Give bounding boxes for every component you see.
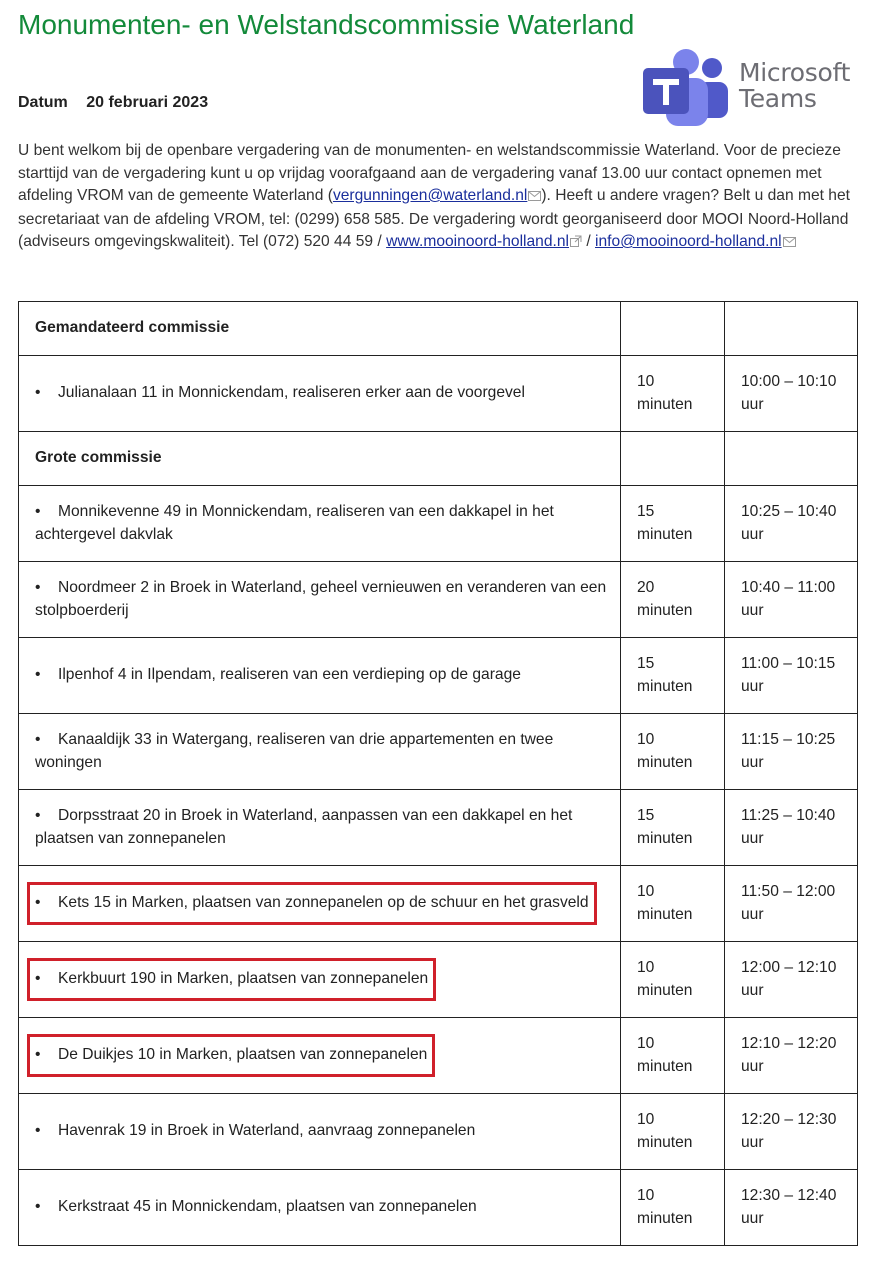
empty-cell (725, 302, 858, 356)
website-link[interactable]: www.mooinoord-holland.nl (386, 233, 569, 250)
meeting-date (18, 94, 208, 112)
time-cell: 10:40 – 11:00 uur (725, 562, 858, 638)
item-content (35, 731, 553, 771)
teams-wordmark (739, 60, 850, 112)
section-label: Gemandateerd commissie (19, 302, 621, 356)
date-label: Datum (18, 94, 68, 111)
agenda-item-row (19, 714, 858, 790)
time-cell: 12:20 – 12:30 uur (725, 1094, 858, 1170)
bullet-icon: • (35, 1046, 41, 1064)
mail-icon (528, 186, 541, 209)
item-text: Kerkstraat 45 in Monnickendam, plaatsen van zonnepanelen (58, 1198, 477, 1216)
agenda-table (18, 301, 858, 1246)
item-text: Julianalaan 11 in Monnickendam, realiseren erker aan de voorgevel (58, 384, 525, 402)
duration-cell: 10 minuten (621, 866, 725, 942)
agenda-item-description (19, 790, 621, 866)
duration-cell: 10 minuten (621, 1094, 725, 1170)
logo-line-microsoft: Microsoft (739, 58, 851, 87)
duration-cell: 15 minuten (621, 790, 725, 866)
item-content (35, 1198, 477, 1215)
logo-line-teams: Teams (739, 84, 817, 113)
duration-cell: 10 minuten (621, 1018, 725, 1094)
time-cell: 12:10 – 12:20 uur (725, 1018, 858, 1094)
agenda-item-description (19, 1170, 621, 1246)
item-text: De Duikjes 10 in Marken, plaatsen van zonnepanelen (58, 1046, 428, 1064)
agenda-item-description (19, 486, 621, 562)
item-content (35, 384, 525, 401)
email-link-vergunningen[interactable]: vergunningen@waterland.nl (332, 187, 528, 204)
date-value: 20 februari 2023 (86, 94, 209, 111)
empty-cell (621, 302, 725, 356)
bullet-icon: • (35, 894, 41, 912)
item-content (35, 579, 606, 619)
time-cell: 11:50 – 12:00 uur (725, 866, 858, 942)
agenda-item-description (19, 356, 621, 432)
duration-cell: 15 minuten (621, 486, 725, 562)
microsoft-teams-logo (640, 48, 855, 130)
agenda-item-description (19, 942, 621, 1018)
agenda-item-row (19, 1018, 858, 1094)
duration-cell: 10 minuten (621, 1170, 725, 1246)
agenda-item-row (19, 942, 858, 1018)
item-text: Ilpenhof 4 in Ilpendam, realiseren van een verdieping op de garage (58, 666, 521, 684)
time-cell: 11:25 – 10:40 uur (725, 790, 858, 866)
time-cell: 10:25 – 10:40 uur (725, 486, 858, 562)
time-cell: 11:00 – 10:15 uur (725, 638, 858, 714)
teams-icon (640, 48, 732, 130)
bullet-icon: • (35, 1122, 41, 1140)
agenda-body (19, 302, 858, 1246)
item-content (35, 1122, 475, 1139)
duration-cell: 10 minuten (621, 356, 725, 432)
item-content (35, 503, 554, 543)
agenda-item-row (19, 790, 858, 866)
page-title: Monumenten- en Welstandscommissie Waterland (18, 9, 635, 40)
agenda-item-row (19, 638, 858, 714)
item-text: Monnikevenne 49 in Monnickendam, realiseren van een dakkapel in het achtergevel dakvlak (35, 503, 554, 543)
item-text: Dorpsstraat 20 in Broek in Waterland, aanpassen van een dakkapel en het plaatsen van zonnepanelen (35, 807, 573, 847)
bullet-icon: • (35, 1198, 41, 1216)
section-header-row (19, 432, 858, 486)
agenda-item-description (19, 714, 621, 790)
intro-paragraph (18, 140, 863, 255)
item-text: Noordmeer 2 in Broek in Waterland, geheel vernieuwen en veranderen van een stolpboerderij (35, 579, 607, 619)
agenda-item-description (19, 638, 621, 714)
highlight-box (35, 892, 589, 915)
agenda-item-description (19, 562, 621, 638)
empty-cell (725, 432, 858, 486)
agenda-item-row (19, 562, 858, 638)
time-cell: 12:30 – 12:40 uur (725, 1170, 858, 1246)
agenda-item-row (19, 1094, 858, 1170)
time-cell: 11:15 – 10:25 uur (725, 714, 858, 790)
email-link-info[interactable]: info@mooinoord-holland.nl (595, 233, 782, 250)
empty-cell (621, 432, 725, 486)
item-text: Kanaaldijk 33 in Watergang, realiseren van drie appartementen en twee woningen (35, 731, 554, 771)
agenda-item-row (19, 1170, 858, 1246)
bullet-icon: • (35, 807, 41, 824)
time-cell: 10:00 – 10:10 uur (725, 356, 858, 432)
item-content (35, 666, 521, 683)
duration-cell: 15 minuten (621, 638, 725, 714)
item-content (35, 807, 572, 847)
bullet-icon: • (35, 666, 41, 684)
duration-cell: 20 minuten (621, 562, 725, 638)
agenda-item-row (19, 486, 858, 562)
agenda-item-description (19, 1018, 621, 1094)
agenda-item-description (19, 1094, 621, 1170)
agenda-item-description (19, 866, 621, 942)
bullet-icon: • (35, 970, 41, 988)
agenda-item-row (19, 356, 858, 432)
duration-cell: 10 minuten (621, 942, 725, 1018)
bullet-icon: • (35, 579, 41, 596)
mail-icon (783, 232, 796, 255)
bullet-icon: • (35, 731, 41, 748)
highlight-box (35, 1044, 427, 1067)
duration-cell: 10 minuten (621, 714, 725, 790)
section-label: Grote commissie (19, 432, 621, 486)
agenda-item-row (19, 866, 858, 942)
section-header-row (19, 302, 858, 356)
bullet-icon: • (35, 384, 41, 402)
external-link-icon (570, 232, 582, 255)
intro-text-1: U bent welkom bij de openbare vergadering van de monumenten- en welstandscommissie Waterland. Voor de precieze starttijd van de vergadering kunt u op vrijdag voorafgaand aan de vergadering vanaf 13.00 uur contact opnemen met afdeling VROM van de gemeente Waterland ( (18, 142, 841, 204)
highlight-box (35, 968, 428, 991)
intro-separator: / (582, 233, 595, 250)
bullet-icon: • (35, 503, 41, 520)
intro-text-2: ). Heeft u andere vragen? Belt u dan met het secretariaat van de afdeling VROM, tel: (0299) 658 585. De vergadering wordt georganiseerd door MOOI Noord-Holland (adviseurs omgevingskwaliteit). Tel (072) 520 44 59 / (18, 187, 850, 250)
item-text: Havenrak 19 in Broek in Waterland, aanvraag zonnepanelen (58, 1122, 476, 1140)
item-text: Kerkbuurt 190 in Marken, plaatsen van zonnepanelen (58, 970, 429, 988)
item-text: Kets 15 in Marken, plaatsen van zonnepanelen op de schuur en het grasveld (58, 894, 589, 912)
time-cell: 12:00 – 12:10 uur (725, 942, 858, 1018)
